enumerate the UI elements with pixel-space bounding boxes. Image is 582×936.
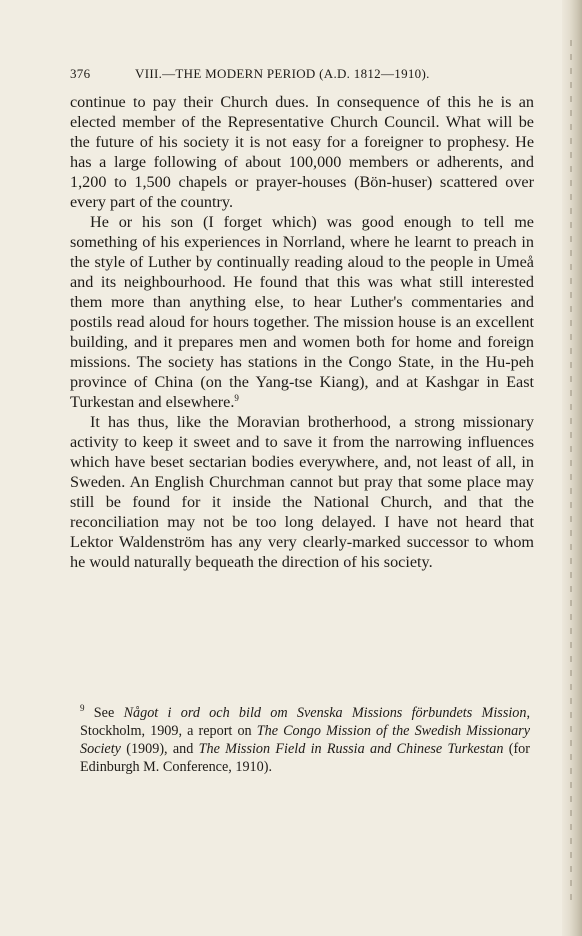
paragraph-2-text: He or his son (I forget which) was good enough to tell me something of his experiences in Norrland, where he learnt to preach in the style of Luther by continually reading aloud to the people in Umeå and its neighbourhood. He found that this was what still interested them more than anything else, to hear Luther's commentaries and postils read aloud for hours together. The mission house is an excellent building, and it prepares men and women both for home and foreign missions. The society has stations in the Congo State, in the Hu-peh province of China (on the Yang-tse Kiang), and at Kashgar in East Turkestan and elsewhere. bbox=[70, 213, 534, 411]
footnote-text-2: (1909), and bbox=[120, 741, 194, 757]
footnote-title-1: Något i ord och bild om Svenska Missions förbundets Mission bbox=[123, 705, 527, 721]
footnote-number: 9 bbox=[80, 703, 85, 713]
running-head bbox=[70, 66, 532, 86]
footnote-title-2: The Congo Mission of the Swedish Missionary Society bbox=[80, 723, 530, 757]
paragraph-2 bbox=[70, 212, 534, 412]
body-text bbox=[70, 92, 534, 572]
footnote-title-3: The Mission Field in Russia and Chinese Turkestan bbox=[198, 741, 504, 757]
paragraph-3: It has thus, like the Moravian brotherhood, a strong missionary activity to keep it sweet and to save it from the narrowing influences which have beset sectarian bodies everywhere, and, not least of all, in Sweden. An English Churchman cannot but pray that some place may still be found for it inside the National Church, and that the reconciliation may not be too long delayed. I have not heard that Lektor Waldenström has any very clearly-marked successor to whom he would naturally bequeath the direction of his society. bbox=[70, 413, 534, 571]
footnote-text-1: , Stockholm, 1909, a report on bbox=[80, 705, 531, 739]
page-edge-shadow bbox=[562, 0, 582, 936]
footnote bbox=[80, 704, 530, 776]
paragraph-1: continue to pay their Church dues. In consequence of this he is an elected member of the Representative Church Council. What will be the future of his society it is not easy for a foreigner to prophesy. He has a large following of about 100,000 members or adherents, and 1,200 to 1,500 chapels or prayer-houses (Bön-huser) scattered over every part of the country. bbox=[70, 93, 534, 211]
page-number: 376 bbox=[70, 66, 91, 81]
footnote-see: See bbox=[93, 705, 115, 721]
footnote-text-3: (for Edinburgh M. Conference, 1910). bbox=[80, 741, 531, 775]
footnote-reference[interactable]: 9 bbox=[234, 393, 239, 403]
running-title: VIII.—THE MODERN PERIOD (A.D. 1812—1910). bbox=[135, 66, 430, 81]
